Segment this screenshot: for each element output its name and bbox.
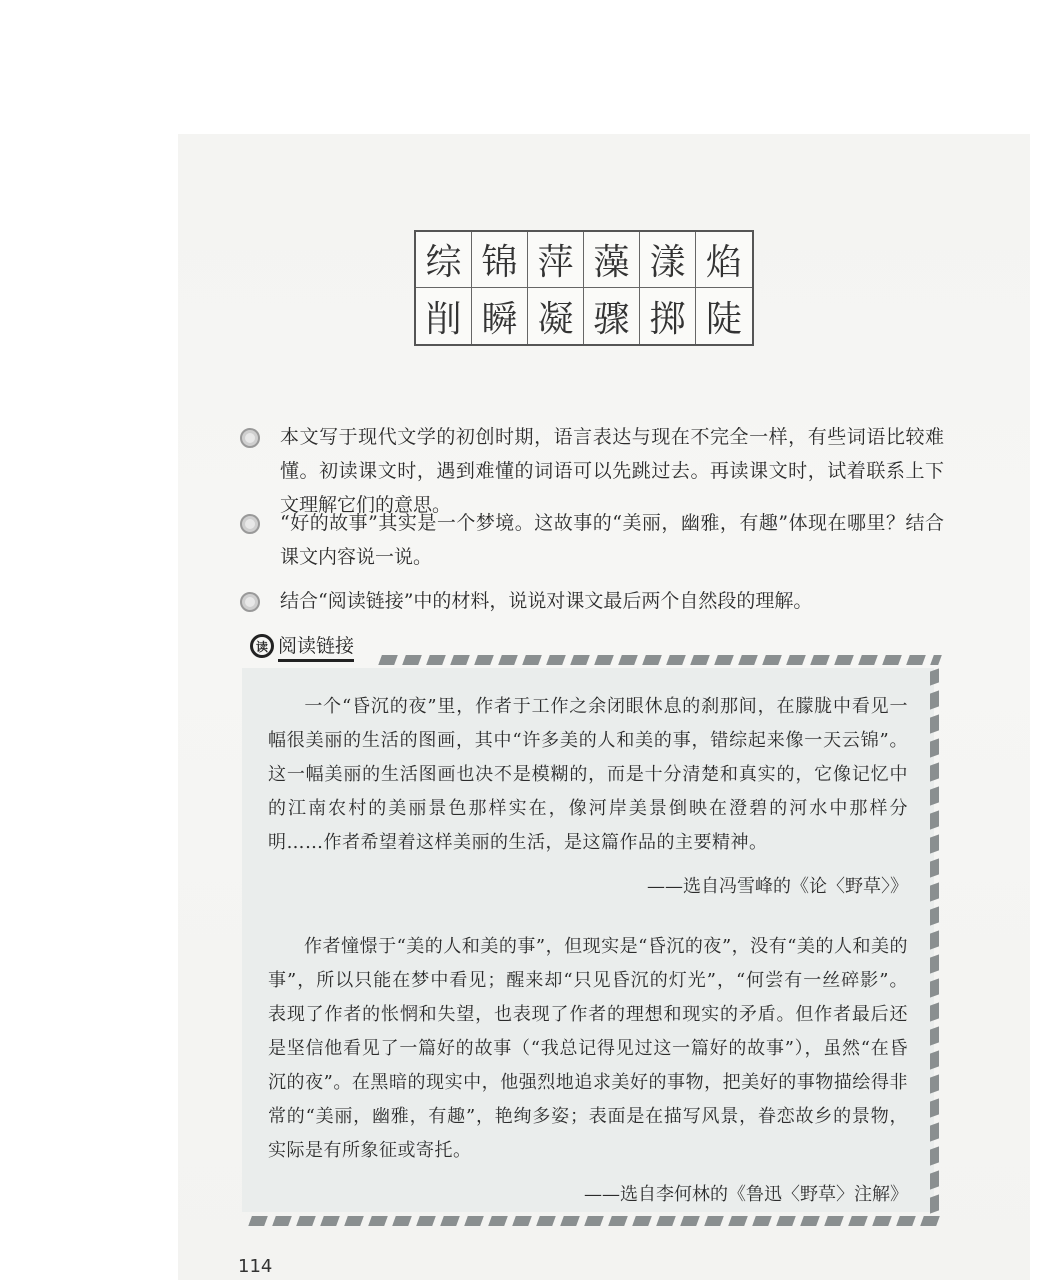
vocab-char: 掷 bbox=[640, 288, 696, 344]
vocab-char: 藻 bbox=[584, 232, 640, 288]
paragraph-text: 一个“昏沉的夜”里，作者于工作之余闭眼休息的刹那间，在朦胧中看见一幅很美丽的生活的图画，其中“许多美的人和美的事，错综起来像一天云锦”。这一幅美丽的生活图画也决不是模糊的，而是十分清楚和真实的，它像记忆中的江南农村的美丽景色那样实在，像河岸美景倒映在澄碧的河水中那样分明……作者希望着这样美丽的生活，是这篇作品的主要精神。 bbox=[268, 696, 908, 853]
dashed-border-right bbox=[930, 668, 939, 1217]
reading-paragraph-2 bbox=[268, 930, 908, 1168]
vocab-char: 焰 bbox=[696, 232, 752, 288]
bullet-circle-icon bbox=[240, 514, 260, 534]
reading-paragraph-1 bbox=[268, 690, 908, 860]
vocab-char: 骤 bbox=[584, 288, 640, 344]
dashed-border-top bbox=[378, 655, 942, 665]
vocab-char: 漾 bbox=[640, 232, 696, 288]
vocab-char: 萍 bbox=[528, 232, 584, 288]
vocab-char: 锦 bbox=[472, 232, 528, 288]
question-text: 结合“阅读链接”中的材料，说说对课文最后两个自然段的理解。 bbox=[280, 590, 813, 612]
vocab-char: 削 bbox=[416, 288, 472, 344]
bullet-circle-icon bbox=[240, 592, 260, 612]
page-number: 114 bbox=[238, 1256, 273, 1277]
paragraph-text: 作者憧憬于“美的人和美的事”，但现实是“昏沉的夜”，没有“美的人和美的事”，所以只能在梦中看见；醒来却“只见昏沉的灯光”，“何尝有一丝碎影”。表现了作者的怅惘和失望，也表现了作者的理想和现实的矛盾。但作者最后还是坚信他看见了一篇好的故事（“我总记得见过这一篇好的故事”），虽然“在昏沉的夜”。在黑暗的现实中，他强烈地追求美好的事物，把美好的事物描绘得非常的“美丽，幽雅，有趣”，艳绚多姿；表面是在描写风景，眷恋故乡的景物，实际是有所象征或寄托。 bbox=[268, 936, 908, 1161]
vocab-char: 陡 bbox=[705, 298, 742, 340]
vocab-char: 瞬 bbox=[472, 288, 528, 344]
reading-link-title: 阅读链接 bbox=[278, 631, 354, 662]
bullet-circle-icon bbox=[240, 428, 260, 448]
source-citation-1: ——选自冯雪峰的《论〈野草〉》 bbox=[647, 876, 908, 897]
vocab-char: 凝 bbox=[528, 288, 584, 344]
dashed-border-bottom bbox=[248, 1216, 942, 1226]
book-badge-icon: 读 bbox=[250, 634, 274, 658]
vocabulary-grid bbox=[414, 230, 754, 346]
question-text: 本文写于现代文学的初创时期，语言表达与现在不完全一样，有些词语比较难懂。初读课文时，遇到难懂的词语可以先跳过去。再读课文时，试着联系上下文理解它们的意思。 bbox=[280, 426, 944, 516]
source-citation-2: ——选自李何林的《鲁迅〈野草〉注解》 bbox=[584, 1184, 908, 1205]
question-text: “好的故事”其实是一个梦境。这故事的“美丽，幽雅，有趣”体现在哪里？结合课文内容说一说。 bbox=[280, 512, 944, 568]
reading-link-header bbox=[250, 630, 354, 662]
vocab-char: 综 bbox=[416, 232, 472, 288]
